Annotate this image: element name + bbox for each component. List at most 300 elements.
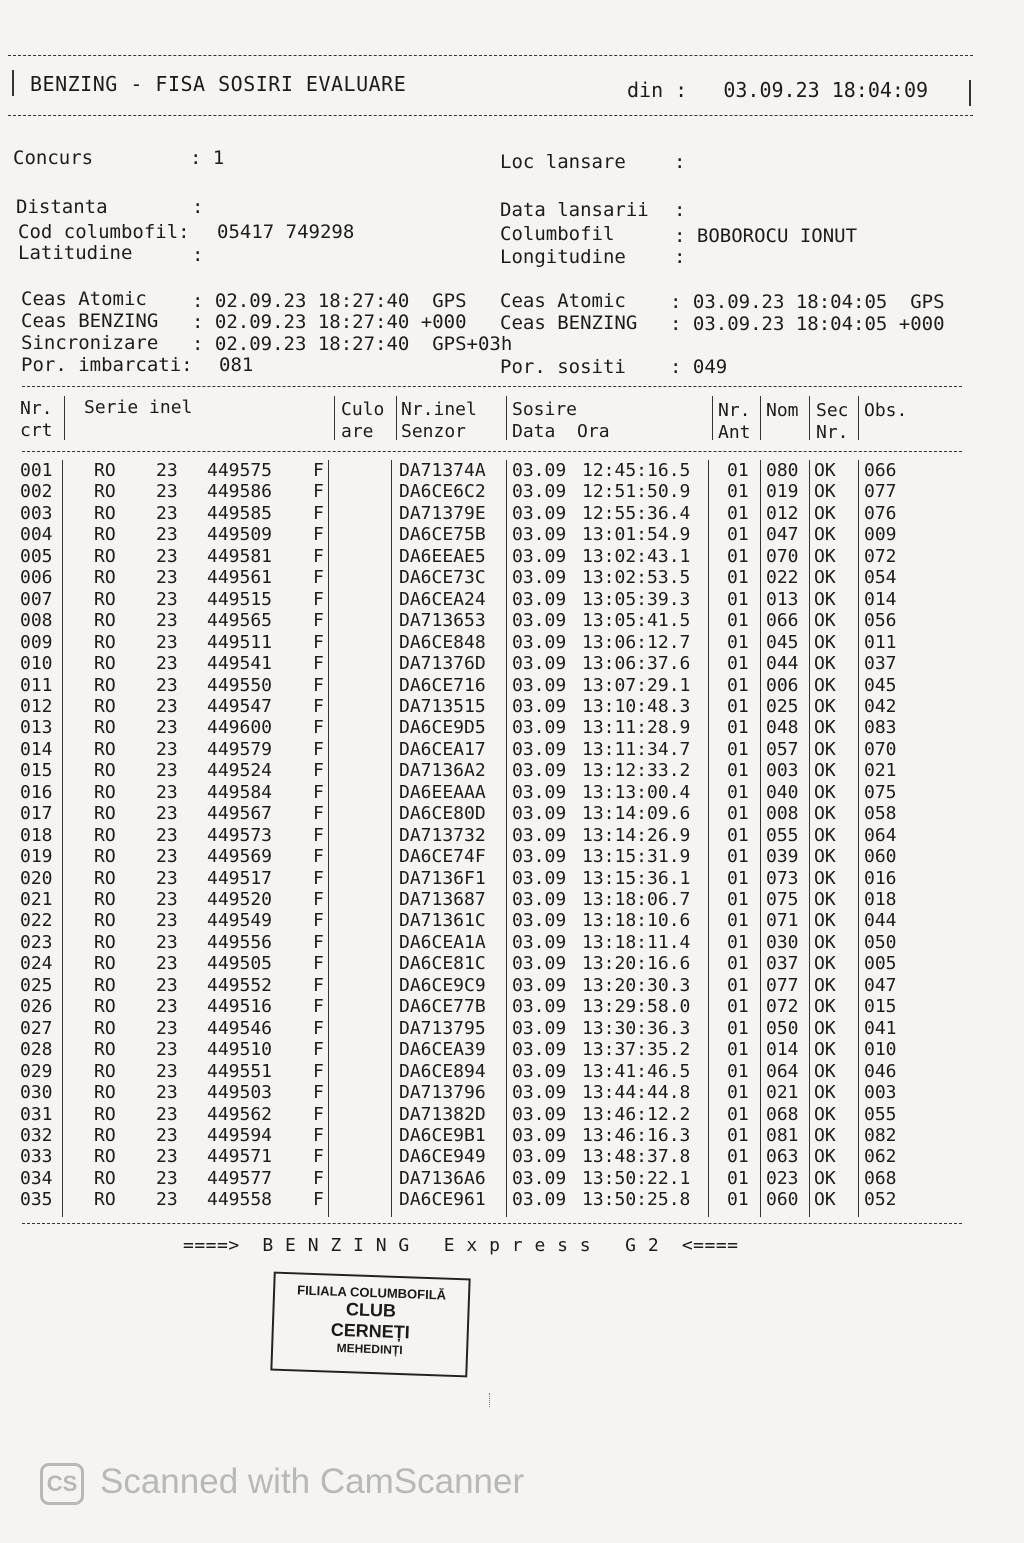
ring-year: 23 [156,738,178,760]
header-sec-nr: Nr. [816,422,849,443]
data-lansarii-value: : [674,199,686,221]
ring-number: 449505 [207,953,273,975]
arrival-date: 03.09 [512,760,567,782]
observation: 005 [864,953,897,975]
ring-number: 449585 [207,502,273,524]
ring-year: 23 [156,974,178,996]
antenna-number: 01 [727,1017,749,1039]
din-value: 03.09.23 18:04:09 [723,78,929,102]
arrival-time: 13:01:54.9 [582,524,691,546]
row-number: 002 [20,481,53,503]
ring-year: 23 [156,1082,178,1104]
arrival-date: 03.09 [512,867,567,889]
sensor-ring: DA6CE81C [399,953,486,975]
table-row [0,589,1024,611]
nom-number: 044 [766,653,799,675]
header-serie-inel: Serie inel [84,397,193,418]
row-number: 011 [20,674,53,696]
antenna-number: 01 [727,524,749,546]
arrival-date: 03.09 [512,481,567,503]
row-number: 017 [20,803,53,825]
table-row [0,1125,1024,1147]
table-row [0,546,1024,568]
security-status: OK [814,931,836,953]
pigeon-sex: F [313,588,324,610]
antenna-number: 01 [727,1189,749,1211]
pigeon-sex: F [313,931,324,953]
table-row [0,1061,1024,1083]
header-ant: Ant [718,422,751,443]
ring-number: 449569 [207,846,273,868]
pigeon-sex: F [313,717,324,739]
antenna-number: 01 [727,910,749,932]
nom-number: 077 [766,974,799,996]
row-number: 023 [20,931,53,953]
ring-country: RO [94,974,116,996]
table-row [0,825,1024,847]
table-row [0,782,1024,804]
nom-number: 003 [766,760,799,782]
observation: 066 [864,460,897,481]
row-number: 010 [20,653,53,675]
row-number: 006 [20,567,53,589]
pigeon-sex: F [313,974,324,996]
ring-number: 449524 [207,760,273,782]
table-row [0,1082,1024,1104]
observation: 003 [864,1082,897,1104]
stamp-line-4: MEHEDINȚI [336,1340,403,1358]
header-right-bar [969,80,971,106]
row-number: 003 [20,502,53,524]
arrival-date: 03.09 [512,846,567,868]
table-row [0,632,1024,654]
nom-number: 021 [766,1082,799,1104]
table-row [0,1039,1024,1061]
security-status: OK [814,889,836,910]
arrival-date: 03.09 [512,695,567,717]
row-number: 015 [20,760,53,782]
antenna-number: 01 [727,674,749,696]
nom-number: 037 [766,953,799,975]
arrival-date: 03.09 [512,996,567,1018]
pigeon-sex: F [313,1146,324,1168]
antenna-number: 01 [727,695,749,717]
ring-year: 23 [156,1146,178,1168]
header-bottom-border [8,115,973,116]
security-status: OK [814,610,836,632]
ring-country: RO [94,931,116,953]
security-status: OK [814,846,836,868]
arrival-time: 13:41:46.5 [582,1060,691,1082]
arrival-time: 13:30:36.3 [582,1017,691,1039]
sensor-ring: DA6CE949 [399,1146,486,1168]
table-row [0,717,1024,739]
table-row [0,996,1024,1018]
table-row [0,653,1024,675]
ring-country: RO [94,1060,116,1082]
security-status: OK [814,674,836,696]
ring-number: 449577 [207,1167,273,1189]
sensor-ring: DA6CE9C9 [399,974,486,996]
antenna-number: 01 [727,996,749,1018]
security-status: OK [814,588,836,610]
header-top-border [8,55,973,56]
ring-number: 449586 [207,481,273,503]
ring-country: RO [94,1039,116,1061]
ring-number: 449541 [207,653,273,675]
ring-number: 449520 [207,889,273,910]
sensor-ring: DA6CE74F [399,846,486,868]
arrival-date: 03.09 [512,1103,567,1125]
ring-number: 449515 [207,588,273,610]
sensor-ring: DA7136F1 [399,867,486,889]
ring-country: RO [94,867,116,889]
antenna-number: 01 [727,803,749,825]
row-number: 021 [20,889,53,910]
ring-number: 449516 [207,996,273,1018]
row-number: 022 [20,910,53,932]
table-row [0,524,1024,546]
ring-year: 23 [156,610,178,632]
ring-number: 449561 [207,567,273,589]
arrival-date: 03.09 [512,674,567,696]
nom-number: 019 [766,481,799,503]
ring-number: 449552 [207,974,273,996]
ring-year: 23 [156,460,178,481]
table-divider [334,396,335,440]
arrival-date: 03.09 [512,910,567,932]
ring-country: RO [94,889,116,910]
arrival-time: 13:20:16.6 [582,953,691,975]
pigeon-sex: F [313,460,324,481]
sensor-ring: DA6EEAAA [399,781,486,803]
latitudine-label: Latitudine [18,242,133,264]
antenna-number: 01 [727,846,749,868]
nom-number: 040 [766,781,799,803]
row-number: 019 [20,846,53,868]
sensor-ring: DA71379E [399,502,486,524]
nom-number: 013 [766,588,799,610]
row-number: 005 [20,545,53,567]
header-nr: Nr. [20,398,53,419]
observation: 070 [864,738,897,760]
ring-year: 23 [156,631,178,653]
pigeon-sex: F [313,889,324,910]
nom-number: 008 [766,803,799,825]
security-status: OK [814,653,836,675]
ring-country: RO [94,824,116,846]
ring-year: 23 [156,524,178,546]
pigeon-sex: F [313,910,324,932]
observation: 014 [864,588,897,610]
table-row [0,1018,1024,1040]
ring-number: 449550 [207,674,273,696]
header-data-ora: Data Ora [512,421,610,442]
arrival-date: 03.09 [512,1017,567,1039]
ring-year: 23 [156,781,178,803]
antenna-number: 01 [727,974,749,996]
arrival-time: 13:10:48.3 [582,695,691,717]
table-row [0,803,1024,825]
header-sosire: Sosire [512,399,578,420]
table-row [0,910,1024,932]
latitudine-value: : [192,244,204,266]
arrival-time: 13:18:10.6 [582,910,691,932]
loc-lansare-value: : [674,151,686,173]
ring-year: 23 [156,588,178,610]
ring-number: 449511 [207,631,273,653]
pigeon-sex: F [313,1060,324,1082]
header-nr-ant: Nr. [718,400,751,421]
observation: 064 [864,824,897,846]
nom-number: 081 [766,1124,799,1146]
antenna-number: 01 [727,1167,749,1189]
columbofil-label: Columbofil [500,223,615,245]
pigeon-sex: F [313,545,324,567]
security-status: OK [814,567,836,589]
security-status: OK [814,1124,836,1146]
antenna-number: 01 [727,1060,749,1082]
ring-year: 23 [156,1039,178,1061]
header-are: are [341,421,374,442]
header-nr-inel: Nr.inel [401,399,477,420]
ring-year: 23 [156,695,178,717]
observation: 050 [864,931,897,953]
pigeon-sex: F [313,1017,324,1039]
arrival-time: 13:46:16.3 [582,1124,691,1146]
table-top-border [22,386,962,387]
nom-number: 055 [766,824,799,846]
sensor-ring: DA6CE894 [399,1060,486,1082]
security-status: OK [814,974,836,996]
nom-number: 022 [766,567,799,589]
arrival-time: 12:55:36.4 [582,502,691,524]
ceas-benzing-value-right: : 03.09.23 18:04:05 +000 [670,313,945,335]
ring-country: RO [94,695,116,717]
ceas-benzing-label-left: Ceas BENZING [21,310,159,332]
nom-number: 071 [766,910,799,932]
pigeon-sex: F [313,1082,324,1104]
ring-year: 23 [156,867,178,889]
arrival-time: 13:06:37.6 [582,653,691,675]
table-row [0,932,1024,954]
header-crt: crt [20,420,53,441]
observation: 054 [864,567,897,589]
ring-country: RO [94,846,116,868]
antenna-number: 01 [727,1146,749,1168]
table-row [0,889,1024,911]
ring-year: 23 [156,846,178,868]
ceas-atomic-label-right: Ceas Atomic [500,290,626,312]
observation: 076 [864,502,897,524]
nom-number: 064 [766,1060,799,1082]
ring-number: 449565 [207,610,273,632]
arrival-time: 13:18:06.7 [582,889,691,910]
arrival-time: 13:05:39.3 [582,588,691,610]
row-number: 008 [20,610,53,632]
security-status: OK [814,1082,836,1104]
por-sositi-value: : 049 [670,356,728,378]
observation: 009 [864,524,897,546]
nom-number: 023 [766,1167,799,1189]
sensor-ring: DA6CEA39 [399,1039,486,1061]
sensor-ring: DA6CEA1A [399,931,486,953]
arrival-time: 13:37:35.2 [582,1039,691,1061]
antenna-number: 01 [727,545,749,567]
pigeon-sex: F [313,738,324,760]
arrival-date: 03.09 [512,588,567,610]
ring-year: 23 [156,1060,178,1082]
pigeon-sex: F [313,1167,324,1189]
document-date [627,78,928,102]
row-number: 018 [20,824,53,846]
row-number: 034 [20,1167,53,1189]
table-row [0,675,1024,697]
arrival-time: 12:51:50.9 [582,481,691,503]
row-number: 009 [20,631,53,653]
ring-number: 449556 [207,931,273,953]
pigeon-sex: F [313,631,324,653]
security-status: OK [814,760,836,782]
loc-lansare-label: Loc lansare [500,151,626,173]
observation: 018 [864,889,897,910]
security-status: OK [814,1146,836,1168]
observation: 045 [864,674,897,696]
ceas-atomic-value-left: : 02.09.23 18:27:40 GPS [192,290,467,312]
sensor-ring: DA7136A6 [399,1167,486,1189]
ring-country: RO [94,588,116,610]
concurs-value: : 1 [190,147,225,169]
antenna-number: 01 [727,502,749,524]
arrival-date: 03.09 [512,524,567,546]
arrival-time: 13:14:26.9 [582,824,691,846]
ring-number: 449510 [207,1039,273,1061]
table-row [0,1189,1024,1211]
ceas-benzing-value-left: : 02.09.23 18:27:40 +000 [192,311,467,333]
arrival-date: 03.09 [512,1039,567,1061]
security-status: OK [814,1103,836,1125]
cod-columbofil-label: Cod columbofil: [18,221,190,243]
arrival-date: 03.09 [512,631,567,653]
row-number: 016 [20,781,53,803]
columbofil-value: : BOBOROCU IONUT [674,225,858,247]
security-status: OK [814,695,836,717]
sensor-ring: DA71361C [399,910,486,932]
security-status: OK [814,824,836,846]
security-status: OK [814,781,836,803]
antenna-number: 01 [727,781,749,803]
observation: 044 [864,910,897,932]
sensor-ring: DA713653 [399,610,486,632]
nom-number: 060 [766,1189,799,1211]
security-status: OK [814,996,836,1018]
row-number: 028 [20,1039,53,1061]
ring-year: 23 [156,674,178,696]
ring-number: 449562 [207,1103,273,1125]
row-number: 027 [20,1017,53,1039]
arrival-date: 03.09 [512,653,567,675]
sensor-ring: DA6CE73C [399,567,486,589]
pigeon-sex: F [313,846,324,868]
pigeon-sex: F [313,953,324,975]
table-divider [64,396,65,440]
security-status: OK [814,631,836,653]
ring-year: 23 [156,502,178,524]
observation: 083 [864,717,897,739]
stamp-line-3: CERNEȚI [330,1319,411,1343]
pigeon-sex: F [313,674,324,696]
table-divider [712,396,713,440]
security-status: OK [814,953,836,975]
security-status: OK [814,1039,836,1061]
arrival-time: 13:48:37.8 [582,1146,691,1168]
sensor-ring: DA6CE6C2 [399,481,486,503]
nom-number: 045 [766,631,799,653]
distanta-label: Distanta [16,196,108,218]
antenna-number: 01 [727,824,749,846]
row-number: 025 [20,974,53,996]
row-number: 013 [20,717,53,739]
header-culo: Culo [341,399,385,420]
ring-country: RO [94,567,116,589]
nom-number: 073 [766,867,799,889]
observation: 056 [864,610,897,632]
arrival-time: 13:15:36.1 [582,867,691,889]
ring-year: 23 [156,824,178,846]
security-status: OK [814,1189,836,1211]
por-imbarcati-label: Por. imbarcati: [21,354,193,376]
row-number: 024 [20,953,53,975]
row-number: 032 [20,1124,53,1146]
security-status: OK [814,1017,836,1039]
table-row [0,696,1024,718]
antenna-number: 01 [727,889,749,910]
observation: 052 [864,1189,897,1211]
data-lansarii-label: Data lansarii [500,199,649,221]
row-number: 026 [20,996,53,1018]
ceas-atomic-value-right: : 03.09.23 18:04:05 GPS [670,291,945,313]
ring-year: 23 [156,1167,178,1189]
ring-year: 23 [156,1103,178,1125]
ring-year: 23 [156,889,178,910]
nom-number: 080 [766,460,799,481]
security-status: OK [814,717,836,739]
ring-number: 449567 [207,803,273,825]
din-label: din : [627,78,688,102]
observation: 047 [864,974,897,996]
por-sositi-label: Por. sositi [500,356,626,378]
ring-year: 23 [156,931,178,953]
sensor-ring: DA6CE80D [399,803,486,825]
antenna-number: 01 [727,1082,749,1104]
arrival-time: 13:06:12.7 [582,631,691,653]
sensor-ring: DA7136A2 [399,760,486,782]
observation: 072 [864,545,897,567]
arrival-time: 13:50:22.1 [582,1167,691,1189]
nom-number: 075 [766,889,799,910]
pigeon-sex: F [313,1039,324,1061]
ring-country: RO [94,1103,116,1125]
row-number: 004 [20,524,53,546]
table-divider [506,396,507,440]
pigeon-sex: F [313,996,324,1018]
arrival-date: 03.09 [512,803,567,825]
table-row [0,1104,1024,1126]
arrival-time: 13:07:29.1 [582,674,691,696]
sensor-ring: DA71376D [399,653,486,675]
row-number: 020 [20,867,53,889]
concurs-label: Concurs [13,147,94,169]
